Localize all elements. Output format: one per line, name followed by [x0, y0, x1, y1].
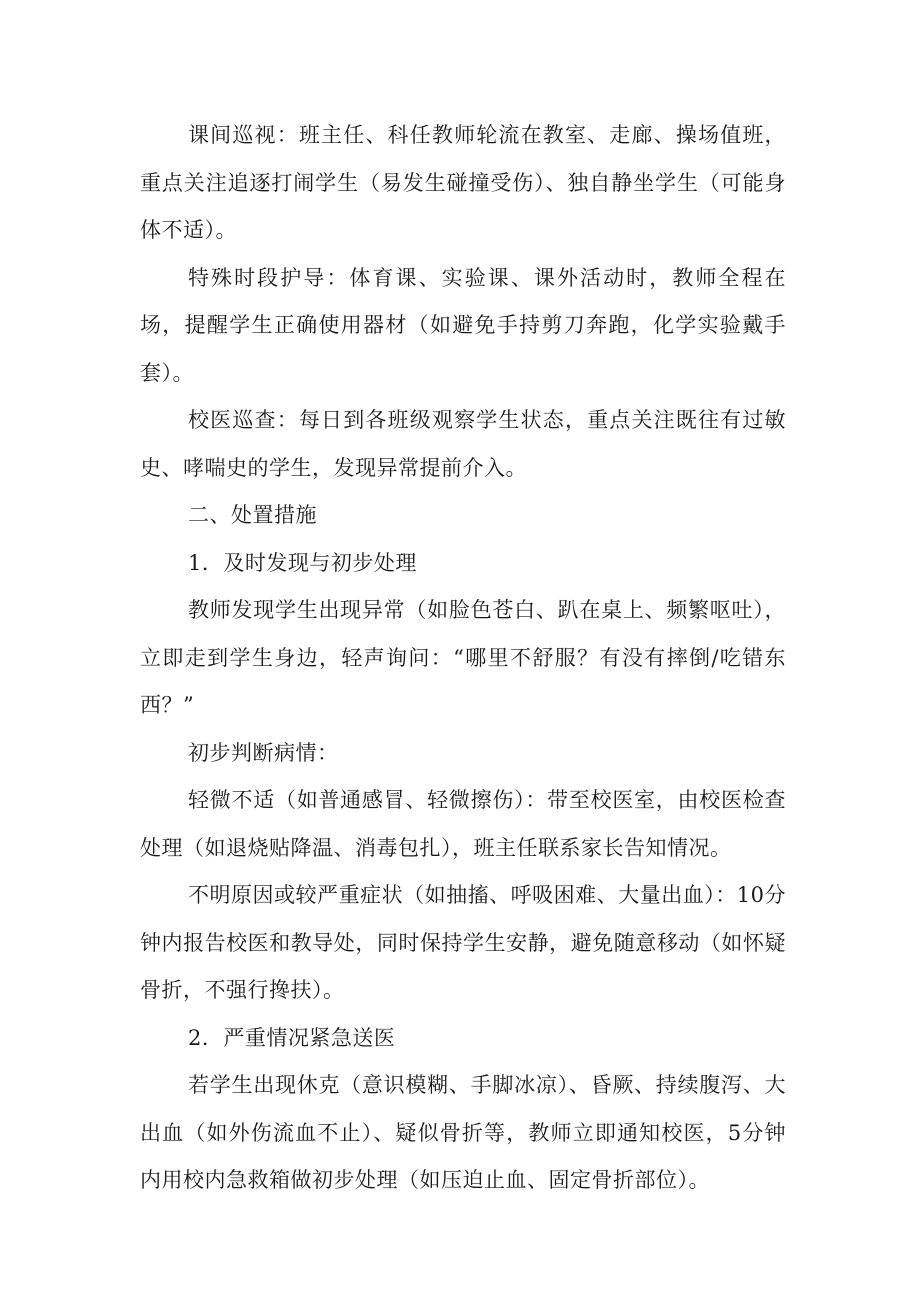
- paragraph-special-period: 特殊时段护导：体育课、实验课、课外活动时，教师全程在场，提醒学生正确使用器材（如避免手持剪刀奔跑，化学实验戴手套）。: [140, 265, 786, 385]
- paragraph-doctor-inspection: 校医巡查：每日到各班级观察学生状态，重点关注既往有过敏史、哮喘史的学生，发现异常提前介入。: [140, 408, 786, 480]
- paragraph-serious-symptoms: 不明原因或较严重症状（如抽搐、呼吸困难、大量出血）：10分钟内报告校医和教导处，同时保持学生安静，避免随意移动（如怀疑骨折，不强行搀扶）。: [140, 883, 786, 1002]
- subheading-emergency: 2．严重情况紧急送医: [188, 1025, 396, 1050]
- paragraph-teacher-detection: 教师发现学生出现异常（如脸色苍白、趴在桌上、频繁呕吐），立即走到学生身边，轻声询问：“哪里不舒服？有没有摔倒/吃错东西？”: [140, 598, 786, 717]
- document-page: [140, 112, 786, 1205]
- section-heading-measures: 二、处置措施: [188, 503, 317, 527]
- paragraph-mild-discomfort: 轻微不适（如普通感冒、轻微擦伤）：带至校医室，由校医检查处理（如退烧贴降温、消毒包扎），班主任联系家长告知情况。: [140, 788, 786, 860]
- paragraph-initial-judgement: 初步判断病情：: [188, 740, 339, 765]
- subheading-early-detection: 1．及时发现与初步处理: [188, 550, 417, 575]
- paragraph-break-patrol: 课间巡视：班主任、科任教师轮流在教室、走廊、操场值班，重点关注追逐打闹学生（易发生碰撞受伤）、独自静坐学生（可能身体不适）。: [140, 123, 786, 242]
- paragraph-emergency-handling: 若学生出现休克（意识模糊、手脚冰凉）、昏厥、持续腹泻、大出血（如外伤流血不止）、疑似骨折等，教师立即通知校医，5分钟内用校内急救箱做初步处理（如压迫止血、固定骨折部位）。: [140, 1073, 786, 1192]
